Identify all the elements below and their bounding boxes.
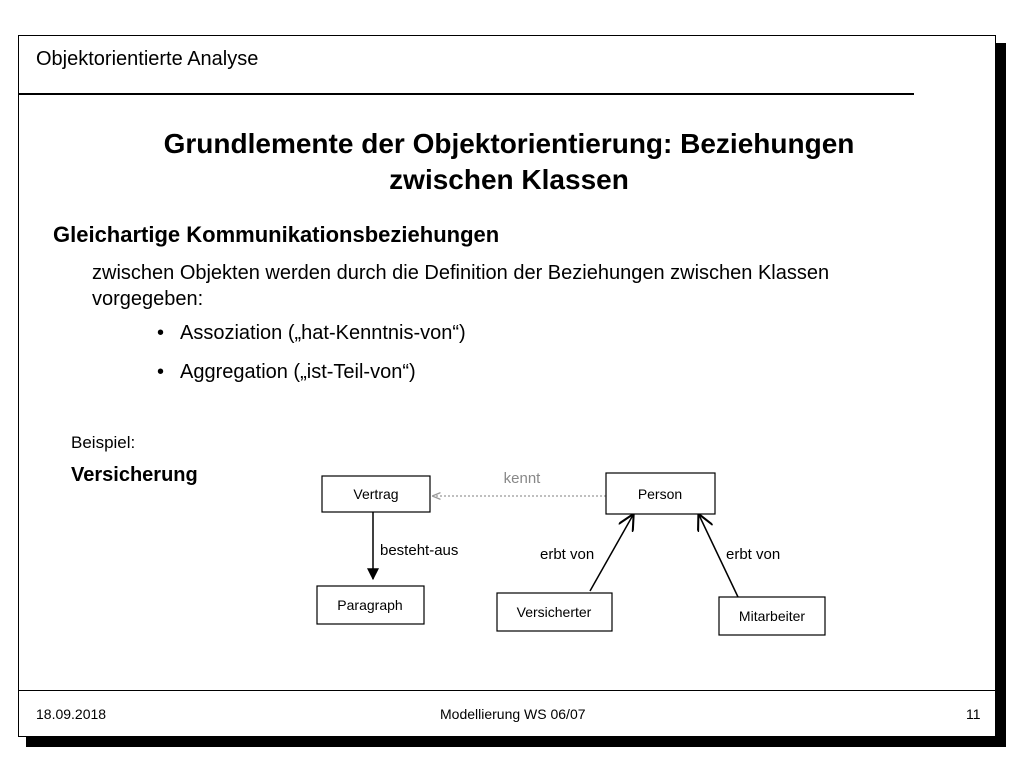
class-box-person (606, 473, 715, 514)
class-box-versicherter (497, 593, 612, 631)
inheritance-erbt-von-right-label: erbt von (726, 546, 781, 563)
class-diagram (19, 36, 997, 738)
example-name: Versicherung (71, 464, 198, 486)
subheading: Gleichartige Kommunikationsbeziehungen (53, 222, 500, 247)
section-header: Objektorientierte Analyse (36, 48, 259, 70)
class-vertrag-label: Vertrag (353, 486, 399, 502)
footer-page-number: 11 (966, 706, 981, 722)
body-line-2: vorgegeben: (92, 288, 204, 310)
class-person-label: Person (637, 486, 683, 502)
class-mitarbeiter-label: Mitarbeiter (738, 608, 806, 624)
class-paragraph-label: Paragraph (337, 597, 403, 613)
slide-title-line-1: Grundlemente der Objektorientierung: Beziehungen (163, 128, 855, 159)
footer-divider (19, 690, 995, 691)
association-kennt-label: kennt (503, 470, 541, 487)
class-box-vertrag (322, 476, 430, 512)
class-box-paragraph (317, 586, 424, 624)
aggregation-besteht-aus-label: besteht-aus (380, 542, 459, 559)
bullet-text: Aggregation („ist-Teil-von“) (180, 361, 416, 383)
example-label: Beispiel: (71, 433, 136, 452)
class-versicherter-label: Versicherter (516, 604, 592, 620)
class-box-mitarbeiter (719, 597, 825, 635)
body-line-1: zwischen Objekten werden durch die Definition der Beziehungen zwischen Klassen (92, 262, 830, 284)
slide-title-line-2: zwischen Klassen (389, 164, 629, 195)
bullet-text: Assoziation („hat-Kenntnis-von“) (180, 322, 466, 344)
slide (18, 35, 996, 737)
inheritance-erbt-von-left-label: erbt von (540, 546, 595, 563)
bullet-marker: • (157, 361, 165, 383)
inheritance-versicherter-line (590, 515, 633, 591)
footer-date: 18.09.2018 (36, 706, 107, 722)
bullet-marker: • (157, 322, 165, 344)
footer-course: Modellierung WS 06/07 (440, 706, 586, 722)
